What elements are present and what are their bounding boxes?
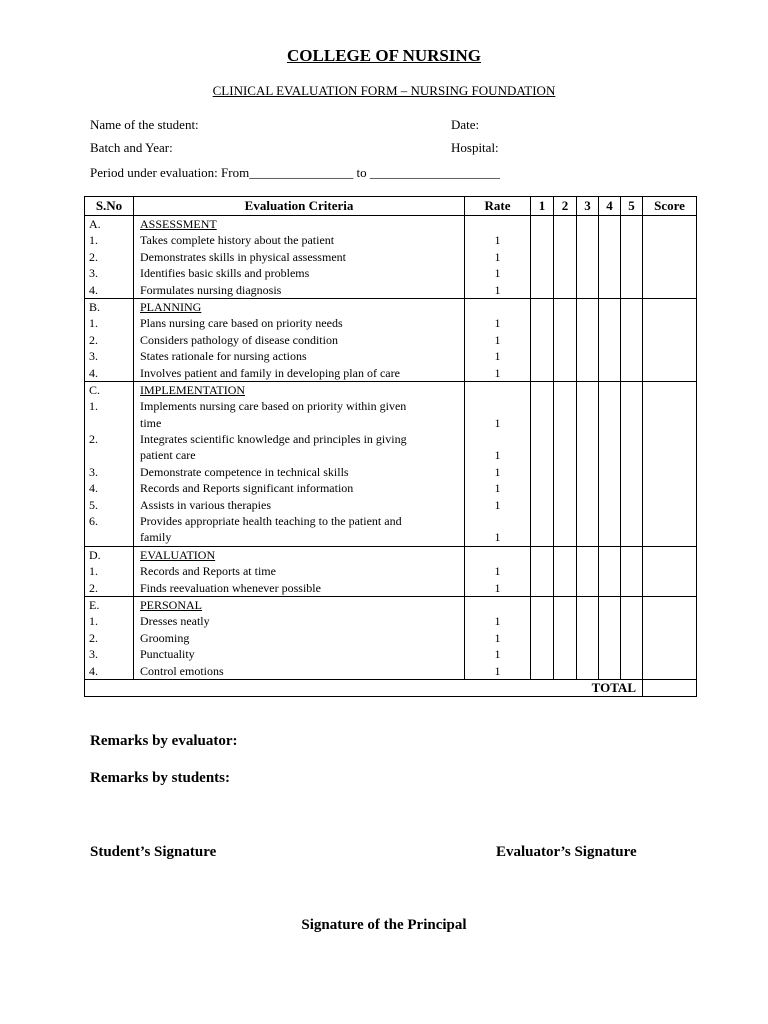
item-number: 4. [89,481,98,496]
criterion-text: States rationale for nursing actions [140,349,307,364]
item-number: 4. [89,282,98,297]
column-header: 4 [599,197,621,216]
item-number: 1. [89,399,98,414]
criterion-text: Plans nursing care based on priority needs [140,316,343,331]
section-title: IMPLEMENTATION [140,382,246,397]
score-cell[interactable] [643,298,697,381]
item-number: 1. [89,614,98,629]
criterion-text: patient care [140,448,196,463]
criterion-text: Identifies basic skills and problems [140,266,310,281]
column-header: 1 [531,197,554,216]
evaluator-signature-label: Evaluator’s Signature [496,844,637,860]
evaluation-table [84,196,697,697]
serial-number-cell [85,596,134,679]
criterion-text: Involves patient and family in developing plan of care [140,365,400,380]
rate-value: 1 [494,349,501,364]
total-row [85,679,697,696]
rating-column-3-cell[interactable] [577,381,599,546]
criteria-cell [134,596,465,679]
item-number: 2. [89,432,98,447]
section-code: E. [89,597,100,612]
blank-line [465,216,530,232]
blank-line [89,415,133,431]
column-header: 5 [621,197,643,216]
student-signature-label: Student’s Signature [90,844,217,860]
rating-column-4-cell[interactable] [599,546,621,596]
rate-value: 1 [494,481,501,496]
rating-column-5-cell[interactable] [621,546,643,596]
student-name-label: Name of the student: [90,117,199,132]
criterion-text: Takes complete history about the patient [140,233,335,248]
rate-value: 1 [494,630,501,645]
score-cell[interactable] [643,546,697,596]
rating-column-5-cell[interactable] [621,596,643,679]
rating-column-1-cell[interactable] [531,546,554,596]
rating-column-5-cell[interactable] [621,216,643,299]
blank-line [465,299,530,315]
item-number: 3. [89,266,98,281]
rate-value: 1 [494,564,501,579]
section-title: PERSONAL [140,597,203,612]
item-number: 2. [89,580,98,595]
rate-value: 1 [494,282,501,297]
section-code: A. [89,217,101,231]
rate-value: 1 [494,448,501,463]
criterion-text: Formulates nursing diagnosis [140,282,282,297]
rate-value: 1 [494,663,501,678]
criteria-cell [134,298,465,381]
rate-cell [465,596,531,679]
rate-value: 1 [494,415,501,430]
rate-value: 1 [494,647,501,662]
criterion-text: Control emotions [140,663,224,678]
rate-value: 1 [494,614,501,629]
rating-column-5-cell[interactable] [621,381,643,546]
form-subtitle: CLINICAL EVALUATION FORM – NURSING FOUNDATION [212,83,556,98]
criterion-text: Records and Reports significant information [140,481,354,496]
remarks-by-evaluator-label: Remarks by evaluator: [90,733,238,749]
criterion-text: Provides appropriate health teaching to the patient and [140,514,402,529]
section-row [85,596,697,679]
rating-column-1-cell[interactable] [531,596,554,679]
score-cell[interactable] [643,216,697,299]
criterion-text: Demonstrate competence in technical skills [140,464,349,479]
blank-line [465,513,530,529]
rate-cell [465,216,531,299]
section-title: ASSESSMENT [140,217,217,231]
section-row [85,216,697,299]
criterion-text: Integrates scientific knowledge and principles in giving [140,432,407,447]
criterion-text: Considers pathology of disease condition [140,332,338,347]
blank-line [465,547,530,563]
criterion-text: Punctuality [140,647,195,662]
section-row [85,298,697,381]
rate-cell [465,546,531,596]
criterion-text: Implements nursing care based on priority within given [140,399,407,414]
rate-value: 1 [494,332,501,347]
rate-value: 1 [494,497,501,512]
rating-column-3-cell[interactable] [577,216,599,299]
rating-column-2-cell[interactable] [554,546,577,596]
criterion-text: Demonstrates skills in physical assessment [140,249,346,264]
rating-column-3-cell[interactable] [577,596,599,679]
section-title: PLANNING [140,299,202,314]
item-number: 6. [89,514,98,529]
item-number: 1. [89,564,98,579]
rate-cell [465,298,531,381]
blank-line [465,431,530,447]
item-number: 5. [89,497,98,512]
rating-column-4-cell[interactable] [599,298,621,381]
item-number: 1. [89,316,98,331]
column-header: Rate [465,197,531,216]
rating-column-1-cell[interactable] [531,216,554,299]
criterion-text: Dresses neatly [140,614,210,629]
rating-column-2-cell[interactable] [554,298,577,381]
rate-value: 1 [494,266,501,281]
rate-value: 1 [494,580,501,595]
date-label: Date: [451,117,480,132]
rating-column-4-cell[interactable] [599,381,621,546]
rate-value: 1 [494,233,501,248]
serial-number-cell [85,546,134,596]
section-row [85,381,697,546]
rating-column-3-cell[interactable] [577,298,599,381]
score-cell[interactable] [643,381,697,546]
rating-column-2-cell[interactable] [554,381,577,546]
batch-year-label: Batch and Year: [90,140,173,155]
form-title: COLLEGE OF NURSING [287,46,481,65]
criterion-text: Assists in various therapies [140,497,271,512]
total-label: TOTAL [85,679,643,696]
section-row [85,546,697,596]
section-code: D. [89,547,101,562]
blank-line [89,529,133,545]
blank-line [89,447,133,463]
table-header-row [85,197,697,216]
item-number: 4. [89,365,98,380]
item-number: 4. [89,663,98,678]
criterion-text: time [140,415,162,430]
rate-cell [465,381,531,546]
criterion-text: Grooming [140,630,190,645]
rate-value: 1 [494,316,501,331]
blank-line [465,597,530,613]
principal-signature-label: Signature of the Principal [301,917,467,933]
column-header: Evaluation Criteria [134,197,465,216]
rating-column-2-cell[interactable] [554,596,577,679]
rate-value: 1 [494,365,501,380]
column-header: Score [643,197,697,216]
item-number: 3. [89,464,98,479]
rating-column-5-cell[interactable] [621,298,643,381]
section-code: C. [89,382,101,397]
column-header: S.No [85,197,134,216]
criterion-text: Finds reevaluation whenever possible [140,580,321,595]
serial-number-cell [85,381,134,546]
serial-number-cell [85,216,134,299]
item-number: 2. [89,630,98,645]
column-header: 2 [554,197,577,216]
rating-column-1-cell[interactable] [531,381,554,546]
section-code: B. [89,299,101,314]
criteria-cell [134,381,465,546]
rating-column-4-cell[interactable] [599,596,621,679]
evaluation-period-label: Period under evaluation: From________________ to ____________________ [90,165,500,180]
blank-line [465,398,530,414]
rate-value: 1 [494,464,501,479]
item-number: 3. [89,647,98,662]
item-number: 1. [89,233,98,248]
remarks-by-students-label: Remarks by students: [90,770,231,786]
section-title: EVALUATION [140,547,216,562]
hospital-label: Hospital: [451,140,499,155]
item-number: 3. [89,349,98,364]
total-score-cell[interactable] [643,679,697,696]
column-header: 3 [577,197,599,216]
rate-value: 1 [494,530,501,545]
criterion-text: Records and Reports at time [140,564,276,579]
rate-value: 1 [494,249,501,264]
rating-column-2-cell[interactable] [554,216,577,299]
criteria-cell [134,546,465,596]
criterion-text: family [140,530,172,545]
item-number: 2. [89,249,98,264]
rating-column-3-cell[interactable] [577,546,599,596]
rating-column-1-cell[interactable] [531,298,554,381]
score-cell[interactable] [643,596,697,679]
criteria-cell [134,216,465,299]
rating-column-4-cell[interactable] [599,216,621,299]
item-number: 2. [89,332,98,347]
blank-line [465,382,530,398]
serial-number-cell [85,298,134,381]
